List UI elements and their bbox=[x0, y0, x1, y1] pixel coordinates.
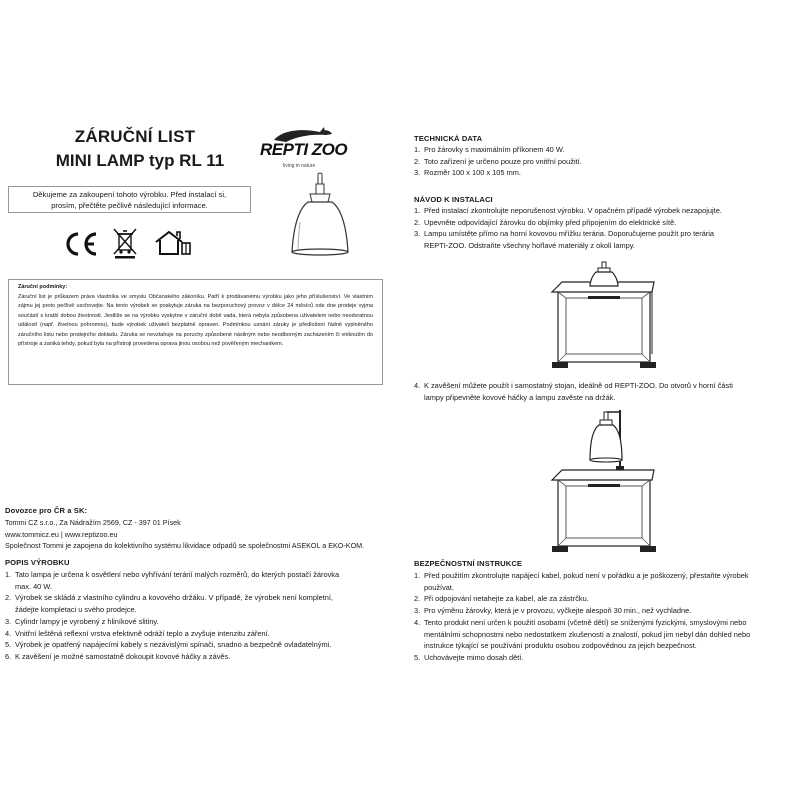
list-item-text: Pro žárovky s maximálním příkonem 40 W. bbox=[424, 145, 565, 154]
list-item-text: Výrobek je opatřený napájecími kabely s nezávislými spínači, snadno a bezpečně ovladatelnými. bbox=[15, 640, 332, 650]
product-description-section bbox=[5, 558, 400, 663]
list-item-number: 2. bbox=[414, 156, 421, 166]
list-item-text: Vnitřní leštěná reflexní vrstva efektivně odráží teplo a zvyšuje intenzitu záření. bbox=[15, 628, 270, 638]
document-title: ZÁRUČNÍ LIST bbox=[74, 127, 196, 146]
list-item bbox=[414, 205, 794, 217]
list-item-text: Tento produkt není určen k použití osobami (včetně dětí) se sníženými fyzickými, smyslovými nebo bbox=[424, 617, 747, 627]
installation-item-4-list bbox=[414, 380, 794, 403]
list-item bbox=[414, 593, 799, 605]
list-item-text: používat. bbox=[424, 582, 454, 592]
list-item-number: 4. bbox=[414, 617, 421, 627]
list-item-number: 3. bbox=[414, 229, 421, 239]
safety-heading: BEZPEČNOSTNÍ INSTRUKCE bbox=[414, 559, 523, 568]
list-item bbox=[5, 651, 400, 663]
list-item-number: 2. bbox=[414, 217, 421, 227]
list-item-text: žádejte kompletaci u svého prodejce. bbox=[15, 605, 137, 615]
importer-websites: www.tommicz.eu | www.reptizoo.eu bbox=[5, 529, 118, 539]
product-description-heading: POPIS VÝROBKU bbox=[5, 558, 70, 567]
list-item-number: 3. bbox=[414, 168, 421, 178]
list-item bbox=[414, 217, 794, 229]
installation-list bbox=[414, 205, 794, 252]
list-item bbox=[414, 156, 794, 168]
list-item-number: 1. bbox=[5, 570, 12, 579]
importer-address: Tommi CZ s.r.o., Za Nádražím 2569, CZ - 397 01 Písek bbox=[5, 517, 181, 527]
list-item bbox=[5, 592, 400, 615]
installation-heading: NÁVOD K INSTALACI bbox=[414, 195, 493, 204]
list-item-text: Cylindr lampy je vyrobený z hliníkové slitiny. bbox=[15, 616, 159, 626]
list-item-number: 5. bbox=[5, 640, 12, 650]
brand-logo-text: REPTI ZOO bbox=[260, 140, 348, 159]
list-item-number: 2. bbox=[5, 593, 12, 603]
list-item-text: Pro výměnu žárovky, která je v provozu, vyčkejte alespoň 30 min., než vychladne. bbox=[424, 606, 692, 616]
technical-data-heading: TECHNICKÁ DATA bbox=[414, 134, 483, 143]
list-item bbox=[414, 380, 794, 403]
list-item bbox=[414, 228, 794, 251]
list-item-text: K zavěšení můžete použít i samostatný stojan, ideálně od REPTI-ZOO. Do otvorů v horní části bbox=[424, 381, 733, 390]
list-item-number: 2. bbox=[414, 594, 421, 604]
list-item-text: Lampu umístěte přímo na horní kovovou mřížku terária. Doporučujeme použít pro terária bbox=[424, 229, 715, 239]
list-item bbox=[414, 167, 794, 179]
list-item-text: Uchovávejte mimo dosah dětí. bbox=[424, 652, 524, 662]
terrarium-with-stand-illustration bbox=[548, 408, 663, 553]
terrarium-with-lamp-illustration bbox=[548, 262, 663, 370]
importer-info bbox=[5, 505, 400, 552]
list-item bbox=[414, 570, 799, 593]
certification-symbols bbox=[63, 228, 203, 260]
technical-data-list bbox=[414, 144, 794, 179]
thanks-line-1: Děkujeme za zakoupení tohoto výrobku. Před instalací si, bbox=[32, 190, 227, 199]
installation-section bbox=[414, 195, 794, 252]
list-item-text: instrukce týkající se používání produktu osobou zodpovědnou za jejich bezpečnost. bbox=[424, 641, 697, 651]
list-item-text: Při odpojování netahejte za kabel, ale za zástrčku. bbox=[424, 594, 589, 604]
list-item bbox=[414, 144, 794, 156]
thanks-note bbox=[8, 186, 251, 213]
list-item-text: K zavěšení je možné samostatně dokoupit kovové háčky a závěs. bbox=[15, 651, 231, 661]
list-item bbox=[414, 605, 799, 617]
list-item-number: 1. bbox=[414, 145, 421, 154]
list-item-number: 3. bbox=[414, 606, 421, 616]
installation-item-4 bbox=[414, 380, 794, 403]
warranty-text: Záruční list je průkazem práva vlastníka ve smyslu Občanského zákoníku. Patří k prodávanému výrobku jako jeho příslušenství. Ve vlastním zájmu jej proto pečlivě uschovejte. Na tento výrobek se poskytuje záruka na bezporuchový provoz v délce 24 měsíců ode dne prodeje vyjma součástí s kratší dobou životnosti. Jestliže se na výrobku vyskytne v záruční době vada, která nebyla způsobena uživatelem nebo neodvratnou událostí (např. živelnou pohromou), bude výrobek uživateli bezplatně opraven. Podmínkou uznání záruky je předložení řádně vyplněného záručního listu nebo prodejního dokladu. Záruka se nevztahuje na poruchy způsobené násilným nebo neodborným zacházením či vniknutím do přístroje a zaniká tehdy, pokud byla na přístroji provedena oprava jinou osobou než pověřeným mechanikem. bbox=[18, 293, 373, 347]
product-title: MINI LAMP typ RL 11 bbox=[55, 151, 225, 170]
list-item-number: 5. bbox=[414, 652, 421, 662]
list-item bbox=[5, 616, 400, 628]
ce-mark-icon bbox=[63, 232, 99, 256]
list-item-text: Rozměr 100 x 100 x 105 mm. bbox=[424, 168, 521, 178]
warranty-heading: Záruční podmínky: bbox=[18, 284, 68, 290]
thanks-line-2: prosím, přečtěte pečlivě následující informace. bbox=[51, 201, 208, 210]
list-item-text: REPTI-ZOO. Odstraňte všechny hořlavé materiály z okolí lampy. bbox=[424, 241, 635, 251]
list-item bbox=[414, 617, 799, 652]
list-item-number: 4. bbox=[5, 628, 12, 638]
list-item-number: 1. bbox=[414, 206, 421, 215]
list-item bbox=[5, 639, 400, 651]
list-item-text: mentálními schopnostmi nebo nedostatkem zkušeností a znalostí, pokud jim nebyl dán dohled nebo bbox=[424, 629, 751, 639]
indoor-house-icon bbox=[153, 230, 193, 256]
brand-tagline: living in nature bbox=[283, 163, 316, 169]
crossed-bin-icon bbox=[113, 228, 137, 258]
list-item-text: Výrobek se skládá z vlastního cylindru a kovového držáku. V případě, že výrobek není kompletní, bbox=[15, 593, 333, 603]
list-item-number: 1. bbox=[414, 571, 421, 580]
list-item-text: Toto zařízení je určeno pouze pro vnitřní použití. bbox=[424, 156, 582, 166]
list-item-text: Před použitím zkontrolujte napájecí kabel, pokud není v pořádku a je poškozený, přestaňte výrobek bbox=[424, 571, 749, 580]
product-description-list bbox=[5, 569, 400, 663]
list-item-number: 3. bbox=[5, 616, 12, 626]
safety-section bbox=[414, 559, 799, 664]
lamp-illustration bbox=[280, 172, 360, 260]
list-item-number: 4. bbox=[414, 381, 421, 390]
list-item bbox=[414, 652, 799, 664]
list-item-text: max. 40 W. bbox=[15, 581, 52, 591]
safety-list bbox=[414, 570, 799, 664]
technical-data-section bbox=[414, 134, 794, 179]
warranty-conditions bbox=[8, 279, 383, 385]
importer-heading: Dovozce pro ČR a SK: bbox=[5, 506, 88, 515]
list-item-text: lampy připevněte kovové háčky a lampu zavěste na držák. bbox=[424, 392, 616, 402]
list-item-text: Před instalací zkontrolujte neporušenost výrobku. V opačném případě výrobek nezapojujte. bbox=[424, 206, 722, 215]
list-item-text: Tato lampa je určena k osvětlení nebo vyhřívání terárií malých rozměrů, do kterých postačí žárovka bbox=[15, 570, 340, 579]
list-item-number: 6. bbox=[5, 651, 12, 661]
list-item bbox=[5, 569, 400, 592]
list-item-text: Upevněte odpovídající žárovku do objímky před připojením do elektrické sítě. bbox=[424, 217, 677, 227]
list-item bbox=[5, 628, 400, 640]
importer-recycling-note: Společnost Tommi je zapojena do kolektivního systému likvidace odpadů se společnostmi ASEKOL a EKO-KOM. bbox=[5, 541, 365, 551]
